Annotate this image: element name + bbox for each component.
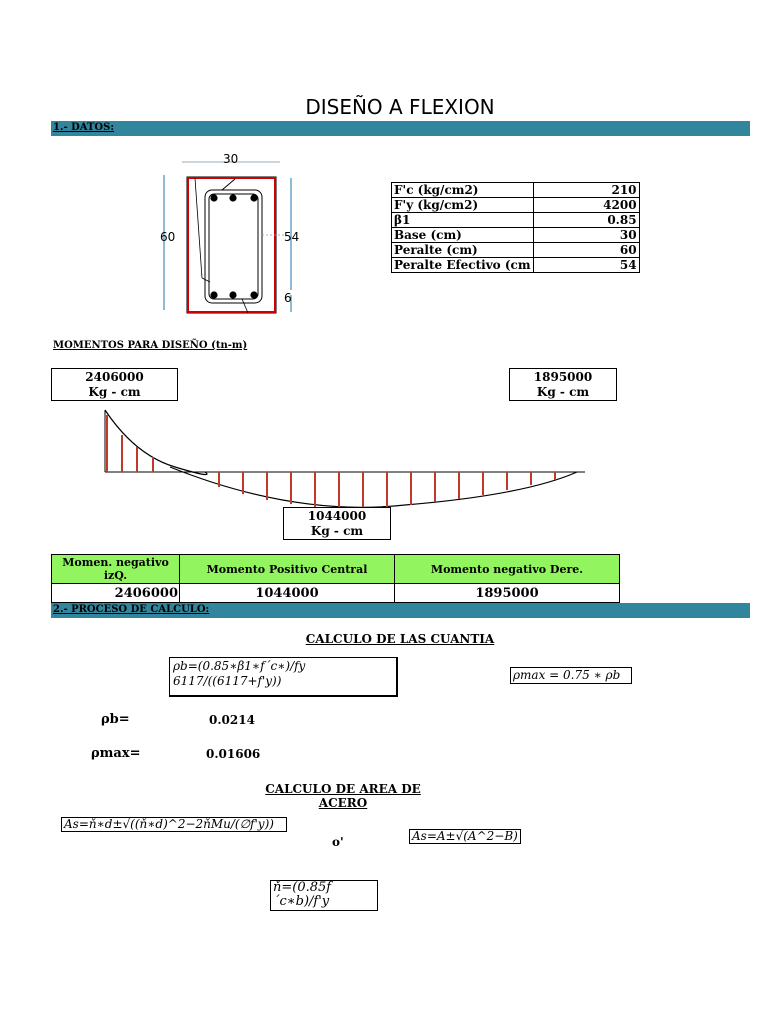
moment-center-value: 1044000 <box>307 509 367 523</box>
table-row <box>392 228 640 243</box>
moment-right-value: 1895000 <box>533 370 593 384</box>
table-row <box>392 258 640 273</box>
property-value: 30 <box>533 228 639 243</box>
section-bar-datos <box>51 121 750 136</box>
section-width-label: 30 <box>223 152 239 166</box>
formula-as-2: As=A±√(A^2−B) <box>409 829 521 844</box>
summary-value-center: 1044000 <box>180 584 395 603</box>
area-heading: CALCULO DE AREA DE ACERO <box>265 782 421 810</box>
moment-center-unit: Kg - cm <box>310 524 364 538</box>
section-bar-proceso <box>51 603 750 618</box>
section-label-proceso: 2.- PROCESO DE CALCULO: <box>53 604 210 615</box>
section-height-label: 60 <box>160 230 176 244</box>
summary-value-row <box>52 584 620 603</box>
property-label: Peralte (cm) <box>392 243 534 258</box>
summary-value-right: 1895000 <box>395 584 620 603</box>
material-properties-table <box>391 182 640 273</box>
table-row <box>392 183 640 198</box>
property-label: β1 <box>392 213 534 228</box>
property-label: Peralte Efectivo (cm <box>392 258 534 273</box>
table-row <box>392 198 640 213</box>
moments-summary-table <box>51 554 620 603</box>
summary-header-right: Momento negativo Dere. <box>395 555 620 584</box>
summary-header-center: Momento Positivo Central <box>180 555 395 584</box>
moment-box-left <box>51 368 178 401</box>
table-row <box>392 213 640 228</box>
moment-box-center <box>283 507 391 540</box>
rho-b-value: 0.0214 <box>209 713 255 727</box>
page-title: DISEÑO A FLEXION <box>305 95 495 119</box>
rho-max-value: 0.01606 <box>206 747 261 761</box>
cuantia-heading: CALCULO DE LAS CUANTIA <box>305 632 495 646</box>
summary-header-left: Momen. negativo izQ. <box>52 555 180 584</box>
moment-diagram <box>95 405 595 515</box>
moment-right-unit: Kg - cm <box>536 385 590 399</box>
property-label: Base (cm) <box>392 228 534 243</box>
or-label: o' <box>332 835 344 849</box>
property-label: F'c (kg/cm2) <box>392 183 534 198</box>
rho-b-label: ρb= <box>101 712 130 727</box>
property-value: 54 <box>533 258 639 273</box>
summary-header-row <box>52 555 620 584</box>
property-value: 210 <box>533 183 639 198</box>
section-cover-label: 6 <box>284 291 292 305</box>
moment-box-right <box>509 368 617 401</box>
property-value: 4200 <box>533 198 639 213</box>
property-value: 60 <box>533 243 639 258</box>
property-label: F'y (kg/cm2) <box>392 198 534 213</box>
section-effective-depth-label: 54 <box>284 230 300 244</box>
property-value: 0.85 <box>533 213 639 228</box>
formula-rho-b: ρb=(0.85∗β1∗f´c∗)/fy 6117/((6117+f'y)) <box>169 657 398 697</box>
formula-as-1: As=ň∗d±√((ň∗d)^2−2ňMu/(∅f'y)) <box>61 817 287 832</box>
moment-left-value: 2406000 <box>85 370 144 384</box>
section-label-datos: 1.- DATOS: <box>53 122 115 133</box>
summary-value-left: 2406000 <box>52 584 180 603</box>
table-row <box>392 243 640 258</box>
moments-heading: MOMENTOS PARA DISEÑO (tn-m) <box>53 340 248 351</box>
formula-n: ň=(0.85f´c∗b)/f'y <box>270 880 378 911</box>
formula-rho-max: ρmax = 0.75 ∗ ρb <box>510 667 632 684</box>
moment-left-unit: Kg - cm <box>88 385 141 399</box>
rho-max-label: ρmax= <box>91 746 141 761</box>
